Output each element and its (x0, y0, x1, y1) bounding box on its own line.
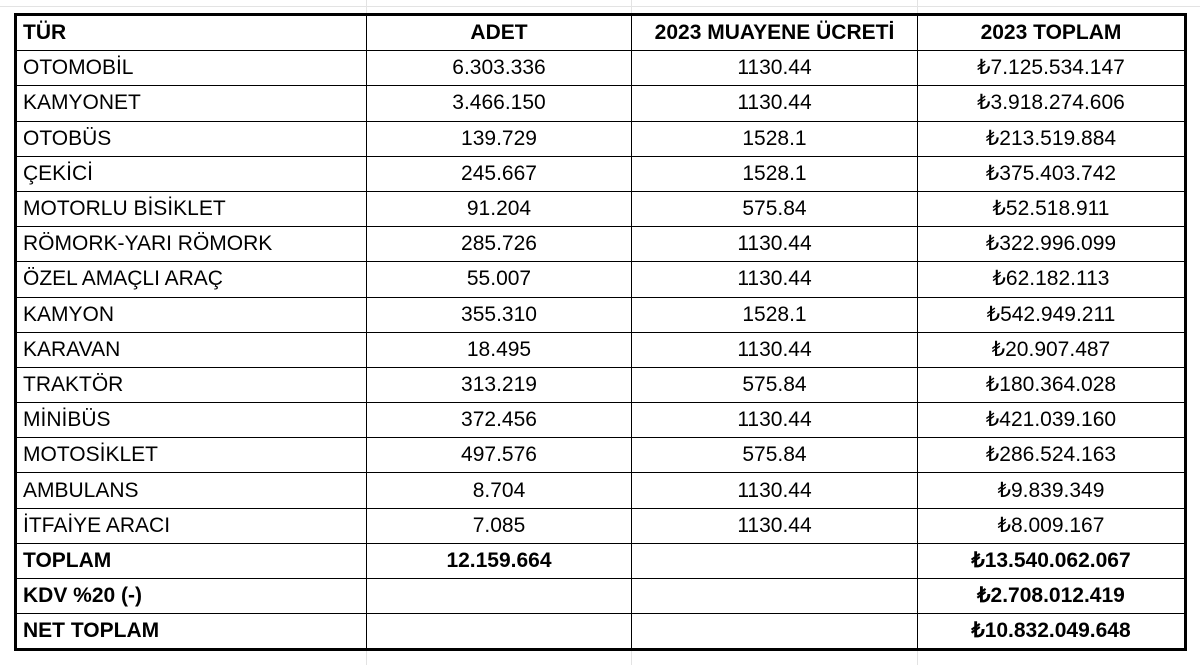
table-row (16, 508, 1186, 543)
table-row (16, 332, 1186, 367)
summary-toplam[interactable]: ₺2.708.012.419 (918, 579, 1186, 614)
cell-ucret[interactable]: 575.84 (632, 191, 918, 226)
summary-toplam[interactable]: ₺13.540.062.067 (918, 543, 1186, 578)
cell-tur[interactable]: OTOMOBİL (16, 51, 367, 86)
cell-ucret[interactable]: 1130.44 (632, 262, 918, 297)
cell-tur[interactable]: İTFAİYE ARACI (16, 508, 367, 543)
cell-ucret[interactable]: 1130.44 (632, 86, 918, 121)
cell-adet[interactable]: 313.219 (367, 367, 632, 402)
cell-adet[interactable]: 355.310 (367, 297, 632, 332)
summary-row-toplam (16, 543, 1186, 578)
cell-adet[interactable]: 3.466.150 (367, 86, 632, 121)
cell-tur[interactable]: KARAVAN (16, 332, 367, 367)
cell-toplam[interactable]: ₺62.182.113 (918, 262, 1186, 297)
cell-toplam[interactable]: ₺180.364.028 (918, 367, 1186, 402)
summary-ucret[interactable] (632, 579, 918, 614)
cell-toplam[interactable]: ₺9.839.349 (918, 473, 1186, 508)
summary-ucret[interactable] (632, 614, 918, 650)
cell-ucret[interactable]: 1130.44 (632, 332, 918, 367)
table-row (16, 156, 1186, 191)
cell-tur[interactable]: OTOBÜS (16, 121, 367, 156)
cell-ucret[interactable]: 1130.44 (632, 473, 918, 508)
cell-tur[interactable]: MOTORLU BİSİKLET (16, 191, 367, 226)
cell-adet[interactable]: 8.704 (367, 473, 632, 508)
gridline (0, 6, 1200, 7)
cell-ucret[interactable]: 575.84 (632, 367, 918, 402)
summary-ucret[interactable] (632, 543, 918, 578)
header-cell-tur[interactable]: TÜR (16, 15, 367, 51)
summary-adet[interactable] (367, 614, 632, 650)
cell-tur[interactable]: ÖZEL AMAÇLI ARAÇ (16, 262, 367, 297)
cell-ucret[interactable]: 1130.44 (632, 403, 918, 438)
summary-label[interactable]: NET TOPLAM (16, 614, 367, 650)
cell-toplam[interactable]: ₺421.039.160 (918, 403, 1186, 438)
cell-adet[interactable]: 18.495 (367, 332, 632, 367)
cell-adet[interactable]: 245.667 (367, 156, 632, 191)
table-row (16, 86, 1186, 121)
summary-label[interactable]: KDV %20 (-) (16, 579, 367, 614)
cell-tur[interactable]: TRAKTÖR (16, 367, 367, 402)
table-row (16, 51, 1186, 86)
cell-adet[interactable]: 91.204 (367, 191, 632, 226)
summary-row-kdv (16, 579, 1186, 614)
cell-ucret[interactable]: 1130.44 (632, 51, 918, 86)
cell-toplam[interactable]: ₺8.009.167 (918, 508, 1186, 543)
cell-adet[interactable]: 6.303.336 (367, 51, 632, 86)
cell-toplam[interactable]: ₺322.996.099 (918, 227, 1186, 262)
cell-adet[interactable]: 7.085 (367, 508, 632, 543)
header-cell-ucret[interactable]: 2023 MUAYENE ÜCRETİ (632, 15, 918, 51)
summary-label[interactable]: TOPLAM (16, 543, 367, 578)
cell-adet[interactable]: 285.726 (367, 227, 632, 262)
cell-tur[interactable]: MOTOSİKLET (16, 438, 367, 473)
summary-row-net-toplam (16, 614, 1186, 650)
header-cell-adet[interactable]: ADET (367, 15, 632, 51)
table-row (16, 191, 1186, 226)
cell-toplam[interactable]: ₺286.524.163 (918, 438, 1186, 473)
cell-adet[interactable]: 55.007 (367, 262, 632, 297)
cell-tur[interactable]: MİNİBÜS (16, 403, 367, 438)
table-row (16, 473, 1186, 508)
cell-toplam[interactable]: ₺542.949.211 (918, 297, 1186, 332)
summary-toplam[interactable]: ₺10.832.049.648 (918, 614, 1186, 650)
cell-ucret[interactable]: 575.84 (632, 438, 918, 473)
table-row (16, 367, 1186, 402)
summary-adet[interactable] (367, 579, 632, 614)
cell-toplam[interactable]: ₺3.918.274.606 (918, 86, 1186, 121)
cell-ucret[interactable]: 1130.44 (632, 508, 918, 543)
header-row (16, 15, 1186, 51)
cell-adet[interactable]: 139.729 (367, 121, 632, 156)
cell-toplam[interactable]: ₺20.907.487 (918, 332, 1186, 367)
table-row (16, 262, 1186, 297)
cell-ucret[interactable]: 1528.1 (632, 156, 918, 191)
table-row (16, 297, 1186, 332)
cell-toplam[interactable]: ₺375.403.742 (918, 156, 1186, 191)
table-row (16, 227, 1186, 262)
cell-tur[interactable]: KAMYONET (16, 86, 367, 121)
cell-tur[interactable]: ÇEKİCİ (16, 156, 367, 191)
cell-ucret[interactable]: 1130.44 (632, 227, 918, 262)
cell-adet[interactable]: 497.576 (367, 438, 632, 473)
cell-tur[interactable]: RÖMORK-YARI RÖMORK (16, 227, 367, 262)
cell-ucret[interactable]: 1528.1 (632, 297, 918, 332)
header-cell-toplam[interactable]: 2023 TOPLAM (918, 15, 1186, 51)
cell-adet[interactable]: 372.456 (367, 403, 632, 438)
cell-tur[interactable]: AMBULANS (16, 473, 367, 508)
inspection-fee-table (14, 13, 1187, 651)
cell-toplam[interactable]: ₺52.518.911 (918, 191, 1186, 226)
cell-ucret[interactable]: 1528.1 (632, 121, 918, 156)
summary-adet[interactable]: 12.159.664 (367, 543, 632, 578)
table-row (16, 121, 1186, 156)
cell-toplam[interactable]: ₺213.519.884 (918, 121, 1186, 156)
cell-tur[interactable]: KAMYON (16, 297, 367, 332)
table-row (16, 438, 1186, 473)
cell-toplam[interactable]: ₺7.125.534.147 (918, 51, 1186, 86)
table-row (16, 403, 1186, 438)
